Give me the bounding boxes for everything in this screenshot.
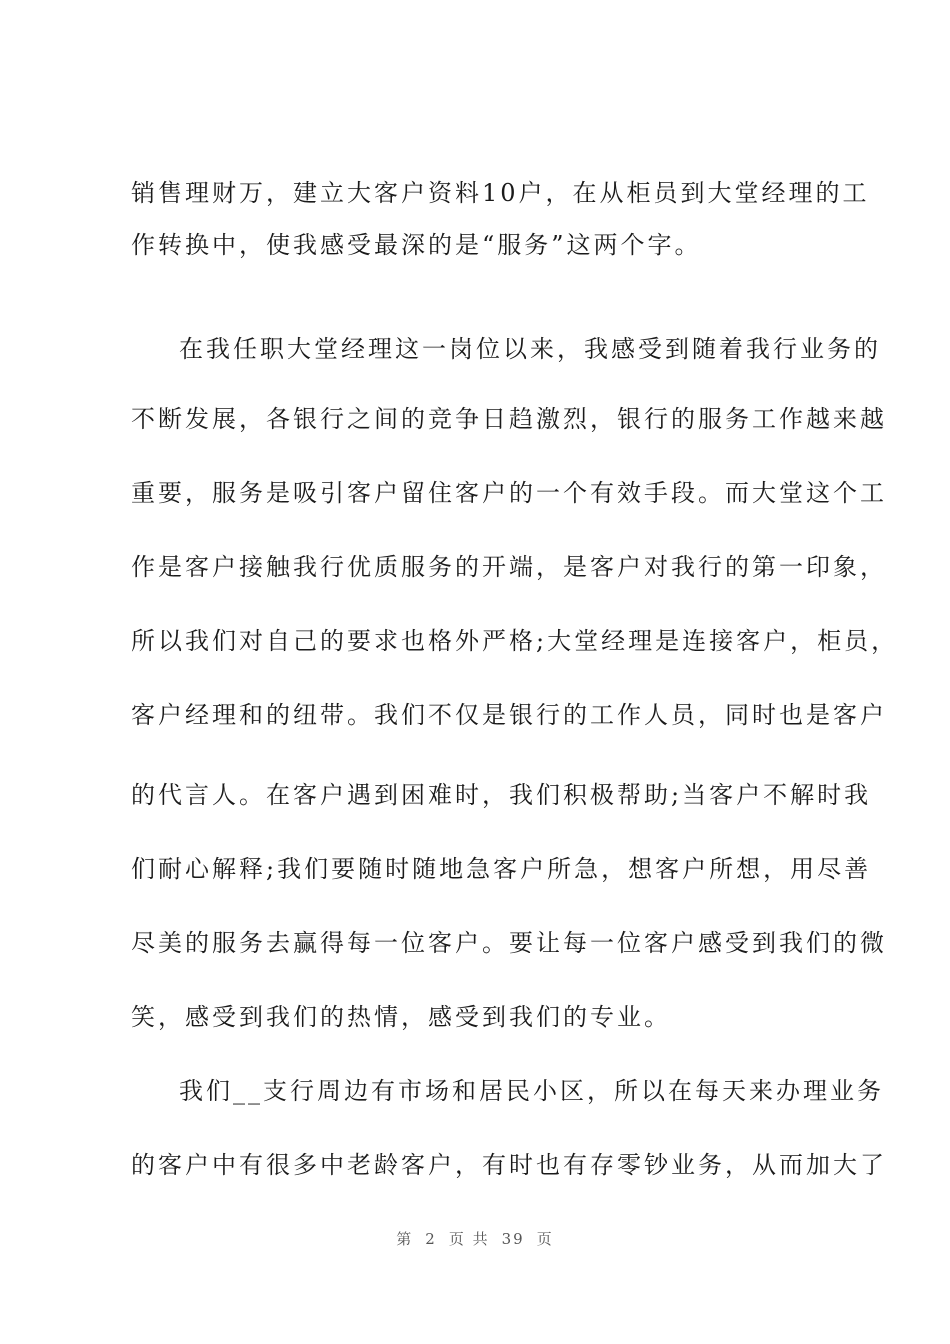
total-pages-number: 39: [501, 1230, 525, 1248]
text-line: 的代言人。在客户遇到困难时，我们积极帮助;当客户不解时我: [131, 781, 872, 809]
text-line: 作是客户接触我行优质服务的开端，是客户对我行的第一印象，: [131, 553, 887, 581]
text-line: 笑，感受到我们的热情，感受到我们的专业。: [131, 1003, 671, 1031]
page-label-suffix: 页: [536, 1230, 554, 1248]
paragraph-first-line: 在我任职大堂经理这一岗位以来，我感受到随着我行业务的: [179, 335, 881, 363]
page-label-prefix: 第: [396, 1230, 414, 1248]
current-page-number: 2: [425, 1230, 437, 1248]
text-line: 尽美的服务去赢得每一位客户。要让每一位客户感受到我们的微: [131, 929, 887, 957]
paragraph-first-line: 我们__支行周边有市场和居民小区，所以在每天来办理业务: [179, 1077, 884, 1105]
text-line: 作转换中，使我感受最深的是“服务”这两个字。: [131, 231, 702, 259]
page-footer: [0, 1228, 950, 1249]
text-line: 的客户中有很多中老龄客户，有时也有存零钞业务，从而加大了: [131, 1151, 887, 1179]
text-line: 客户经理和的纽带。我们不仅是银行的工作人员，同时也是客户: [131, 701, 887, 729]
text-line: 所以我们对自己的要求也格外严格;大堂经理是连接客户，柜员，: [131, 627, 899, 655]
text-line: 们耐心解释;我们要随时随地急客户所急，想客户所想，用尽善: [131, 855, 872, 883]
page-label-mid: 页 共: [448, 1230, 490, 1248]
text-line: 不断发展，各银行之间的竞争日趋激烈，银行的服务工作越来越: [131, 405, 887, 433]
text-line: 销售理财万，建立大客户资料10户，在从柜员到大堂经理的工: [131, 179, 870, 207]
text-line: 重要，服务是吸引客户留住客户的一个有效手段。而大堂这个工: [131, 479, 887, 507]
